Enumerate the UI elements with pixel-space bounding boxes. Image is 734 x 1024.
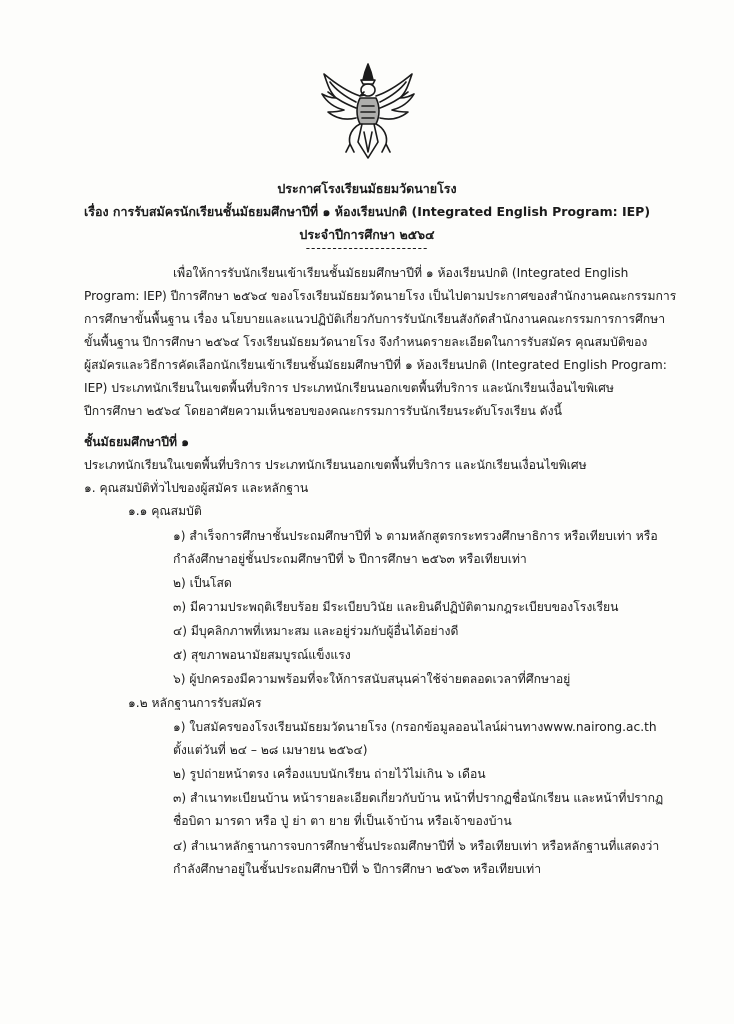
qualification-item: ๓) มีความประพฤติเรียบร้อย มีระเบียบวินัย และยินดีปฏิบัติตามกฎระเบียบของโรงเรียน [173,600,619,614]
section-categories: ประเภทนักเรียนในเขตพื้นที่บริการ ประเภทนักเรียนนอกเขตพื้นที่บริการ และนักเรียนเงื่อนไขพิเศษ [84,458,587,472]
announcement-subject: เรื่อง การรับสมัครนักเรียนชั้นมัธยมศึกษาปีที่ ๑ ห้องเรียนปกติ (Integrated English Program: IEP) [83,204,651,219]
document-item: ๑) ใบสมัครของโรงเรียนมัธยมวัดนายโรง (กรอกข้อมูลออนไลน์ผ่านทางwww.nairong.ac.th [173,720,657,734]
intro-line: IEP) ประเภทนักเรียนในเขตพื้นที่บริการ ประเภทนักเรียนนอกเขตพื้นที่บริการ และนักเรียนเงื่อนไขพิเศษ [84,381,614,395]
intro-line: Program: IEP) ปีการศึกษา ๒๕๖๔ ของโรงเรียนมัธยมวัดนายโรง เป็นไปตามประกาศของสำนักงานคณะกรรมการ [84,289,677,303]
document-item-cont: ตั้งแต่วันที่ ๒๔ – ๒๘ เมษายน ๒๕๖๔) [173,743,368,757]
document-item: ๓) สำเนาทะเบียนบ้าน หน้ารายละเอียดเกี่ยวกับบ้าน หน้าที่ปรากฏชื่อนักเรียน และหน้าที่ปรากฏ [173,791,664,805]
header-divider: ----------------------- [305,241,429,255]
document-item: ๒) รูปถ่ายหน้าตรง เครื่องแบบนักเรียน ถ่ายไว้ไม่เกิน ๖ เดือน [173,767,486,781]
announcement-year: ประจำปีการศึกษา ๒๕๖๔ [299,227,435,242]
qualification-item: ๖) ผู้ปกครองมีความพร้อมที่จะให้การสนับสนุนค่าใช้จ่ายตลอดเวลาที่ศึกษาอยู่ [173,672,571,686]
item-1-heading: ๑. คุณสมบัติทั่วไปของผู้สมัคร และหลักฐาน [84,481,309,495]
qualification-item: ๑) สำเร็จการศึกษาชั้นประถมศึกษาปีที่ ๖ ตามหลักสูตรกระทรวงศึกษาธิการ หรือเทียบเท่า หรือ [173,529,658,543]
intro-line: ปีการศึกษา ๒๕๖๔ โดยอาศัยความเห็นชอบของคณะกรรมการรับนักเรียนระดับโรงเรียน ดังนี้ [84,404,562,418]
qualification-item: ๔) มีบุคลิกภาพที่เหมาะสม และอยู่ร่วมกับผู้อื่นได้อย่างดี [173,624,459,638]
garuda-emblem-icon [316,62,420,162]
qualification-item-cont: กำลังศึกษาอยู่ชั้นประถมศึกษาปีที่ ๖ ปีการศึกษา ๒๕๖๓ หรือเทียบเท่า [173,552,527,566]
subsection-qualifications: ๑.๑ คุณสมบัติ [128,504,202,518]
intro-line: ผู้สมัครและวิธีการคัดเลือกนักเรียนเข้าเรียนชั้นมัธยมศึกษาปีที่ ๑ ห้องเรียนปกติ (Integrated English Program: [84,358,667,372]
intro-line: การศึกษาขั้นพื้นฐาน เรื่อง นโยบายและแนวปฏิบัติเกี่ยวกับการรับนักเรียนสังกัดสำนักงานคณะกรรมการการศึกษา [84,312,666,326]
document-item-cont: กำลังศึกษาอยู่ในชั้นประถมศึกษาปีที่ ๖ ปีการศึกษา ๒๕๖๓ หรือเทียบเท่า [173,862,542,876]
announcement-title: ประกาศโรงเรียนมัธยมวัดนายโรง [277,181,457,196]
qualification-item: ๕) สุขภาพอนามัยสมบูรณ์แข็งแรง [173,648,351,662]
subsection-documents: ๑.๒ หลักฐานการรับสมัคร [128,696,262,710]
qualification-item: ๒) เป็นโสด [173,576,232,590]
document-item-cont: ชื่อบิดา มารดา หรือ ปู่ ย่า ตา ยาย ที่เป็นเจ้าบ้าน หรือเจ้าของบ้าน [173,814,512,828]
intro-line: เพื่อให้การรับนักเรียนเข้าเรียนชั้นมัธยมศึกษาปีที่ ๑ ห้องเรียนปกติ (Integrated English [173,266,629,280]
document-item: ๔) สำเนาหลักฐานการจบการศึกษาชั้นประถมศึกษาปีที่ ๖ หรือเทียบเท่า หรือหลักฐานที่แสดงว่า [173,839,660,853]
intro-line: ขั้นพื้นฐาน ปีการศึกษา ๒๕๖๔ โรงเรียนมัธยมวัดนายโรง จึงกำหนดรายละเอียดในการรับสมัคร คุณสมบัติของ [84,335,648,349]
section-heading: ชั้นมัธยมศึกษาปีที่ ๑ [84,435,189,449]
